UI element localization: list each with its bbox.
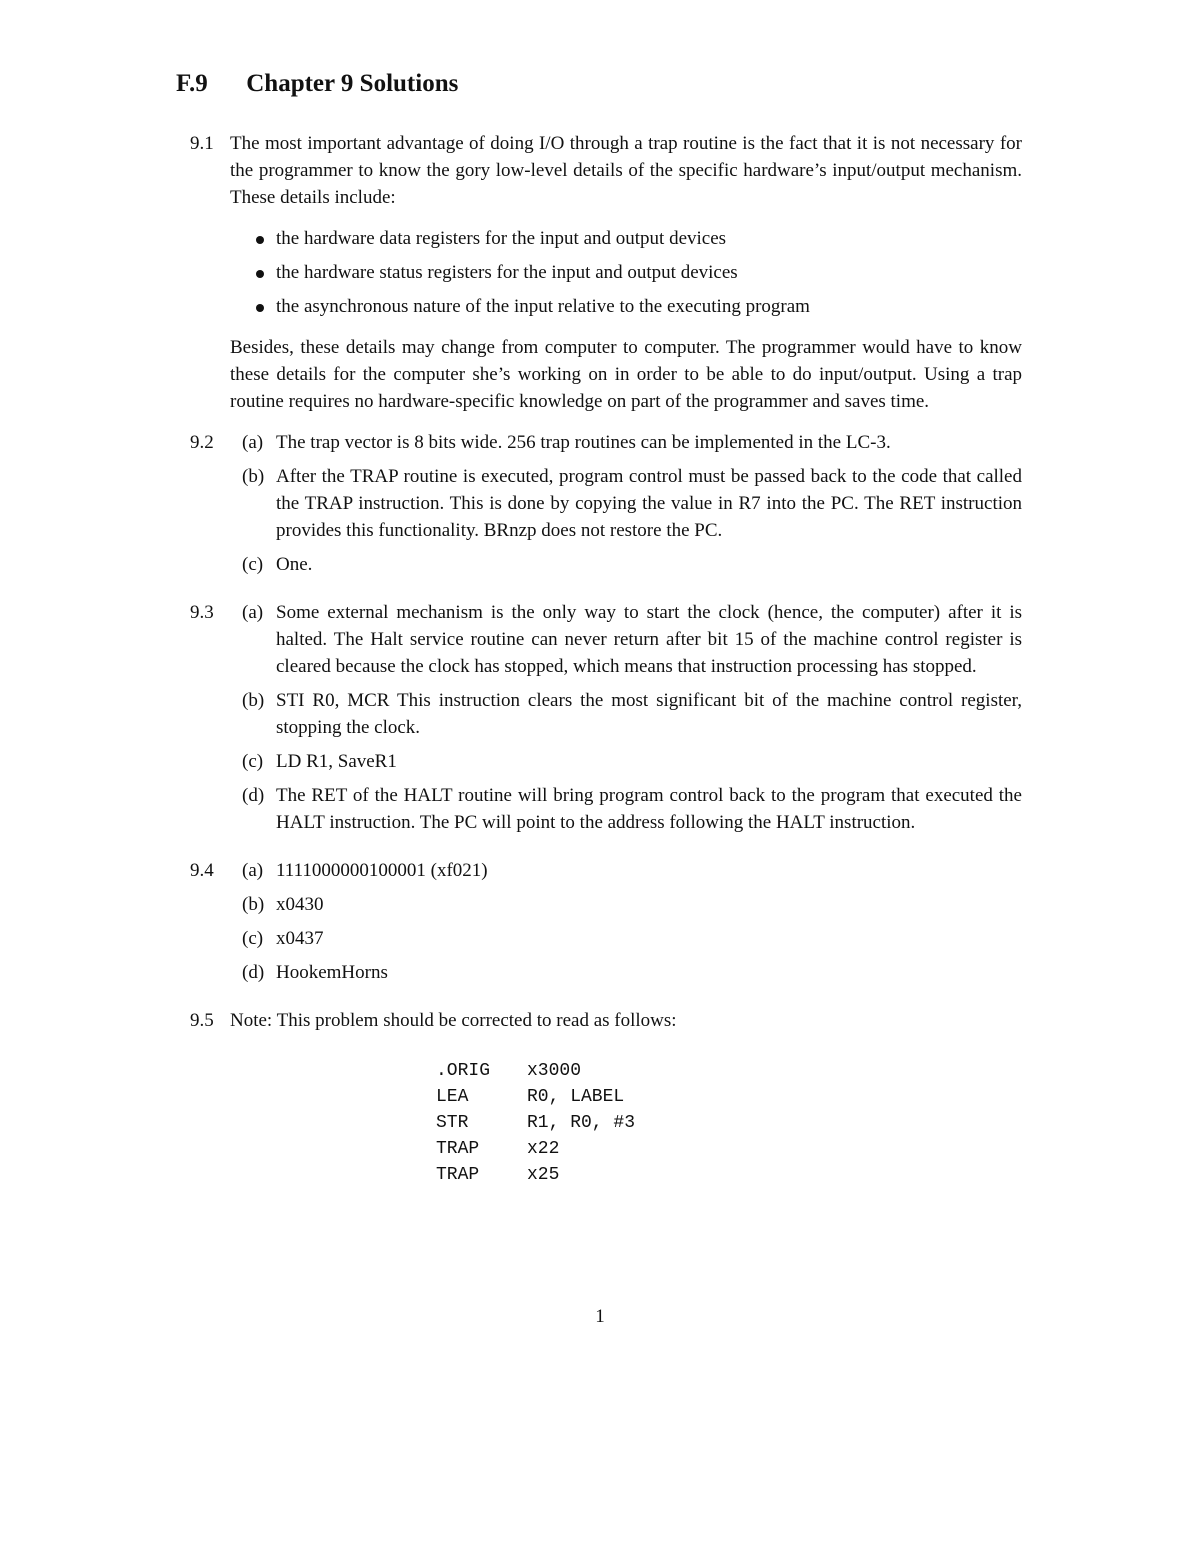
problem-part <box>230 599 1022 680</box>
problem-part <box>230 429 1022 456</box>
problem-part <box>230 551 1022 578</box>
problem-9-5 <box>190 1007 1022 1188</box>
part-text: 1111000000100001 (xf021) <box>276 860 488 881</box>
part-text: x0437 <box>276 928 324 949</box>
problem-part <box>230 687 1022 741</box>
problem-number: 9.3 <box>190 602 214 623</box>
code-line <box>436 1058 1022 1084</box>
code-operands: R0, LABEL <box>527 1087 625 1107</box>
part-text: x0430 <box>276 894 324 915</box>
part-label: (b) <box>242 466 265 487</box>
code-line <box>436 1084 1022 1110</box>
part-label: (c) <box>242 751 264 772</box>
part-label: (a) <box>242 432 264 453</box>
code-opcode: STR <box>436 1113 469 1133</box>
list-item: the hardware data registers for the input and output devices <box>254 225 1022 252</box>
code-opcode: .ORIG <box>436 1061 491 1081</box>
part-text: Some external mechanism is the only way to start the clock (hence, the computer) after it is halted. The Halt service routine can never return after bit 15 of the machine control register is cleared because the clock has stopped, which means that instruction processing has stopped. <box>276 602 1022 677</box>
part-label: (d) <box>242 785 265 806</box>
part-text: One. <box>276 554 313 575</box>
part-text: The trap vector is 8 bits wide. 256 trap routines can be implemented in the LC-3. <box>276 432 891 453</box>
problem-9-1 <box>190 130 1022 415</box>
page-number: 1 <box>595 1306 605 1327</box>
problem-number: 9.4 <box>190 860 214 881</box>
problem-intro: Note: This problem should be corrected to read as follows: <box>230 1010 677 1031</box>
part-label: (c) <box>242 554 264 575</box>
problem-paragraph: Besides, these details may change from computer to computer. The programmer would have to know these details for the computer she’s working on in order to be able to do input/output. Using a trap routine requires no hardware-specific knowledge on part of the programmer and saves time. <box>230 337 1022 412</box>
heading-number: F.9 <box>176 70 208 97</box>
detail-list <box>254 225 1022 320</box>
chapter-heading <box>176 68 1022 100</box>
problem-part <box>230 782 1022 836</box>
list-item: the asynchronous nature of the input relative to the executing program <box>254 293 1022 320</box>
code-operands: x22 <box>527 1139 560 1159</box>
code-opcode: LEA <box>436 1087 469 1107</box>
code-operands: x3000 <box>527 1061 582 1081</box>
problem-intro: The most important advantage of doing I/O through a trap routine is the fact that it is not necessary for the programmer to know the gory low-level details of the specific hardware’s input/output mechanism. These details include: <box>230 133 1022 208</box>
list-item: the hardware status registers for the input and output devices <box>254 259 1022 286</box>
code-listing <box>436 1058 1022 1188</box>
problem-9-3 <box>190 599 1022 836</box>
problem-part <box>230 857 1022 884</box>
part-label: (a) <box>242 602 264 623</box>
code-line <box>436 1162 1022 1188</box>
part-text: HookemHorns <box>276 962 388 983</box>
problem-part <box>230 463 1022 544</box>
code-opcode: TRAP <box>436 1165 480 1185</box>
code-operands: x25 <box>527 1165 560 1185</box>
code-line <box>436 1136 1022 1162</box>
part-label: (b) <box>242 894 265 915</box>
part-label: (a) <box>242 860 264 881</box>
problem-number: 9.1 <box>190 133 214 154</box>
part-text: LD R1, SaveR1 <box>276 751 397 772</box>
problem-number: 9.5 <box>190 1010 214 1031</box>
problem-part <box>230 891 1022 918</box>
problem-9-2 <box>190 429 1022 578</box>
part-label: (b) <box>242 690 265 711</box>
part-label: (c) <box>242 928 264 949</box>
part-text: STI R0, MCR This instruction clears the most significant bit of the machine control register, stopping the clock. <box>276 690 1022 738</box>
part-text: After the TRAP routine is executed, program control must be passed back to the code that called the TRAP instruction. This is done by copying the value in R7 into the PC. The RET instruction provides this functionality. BRnzp does not restore the PC. <box>276 466 1022 541</box>
problem-9-4 <box>190 857 1022 986</box>
heading-title: Chapter 9 Solutions <box>246 70 459 97</box>
problem-part <box>230 925 1022 952</box>
part-label: (d) <box>242 962 265 983</box>
problem-part <box>230 959 1022 986</box>
code-opcode: TRAP <box>436 1139 480 1159</box>
part-text: The RET of the HALT routine will bring program control back to the program that executed the HALT instruction. The PC will point to the address following the HALT instruction. <box>276 785 1022 833</box>
code-operands: R1, R0, #3 <box>527 1113 636 1133</box>
code-line <box>436 1110 1022 1136</box>
problem-number: 9.2 <box>190 432 214 453</box>
problem-part <box>230 748 1022 775</box>
